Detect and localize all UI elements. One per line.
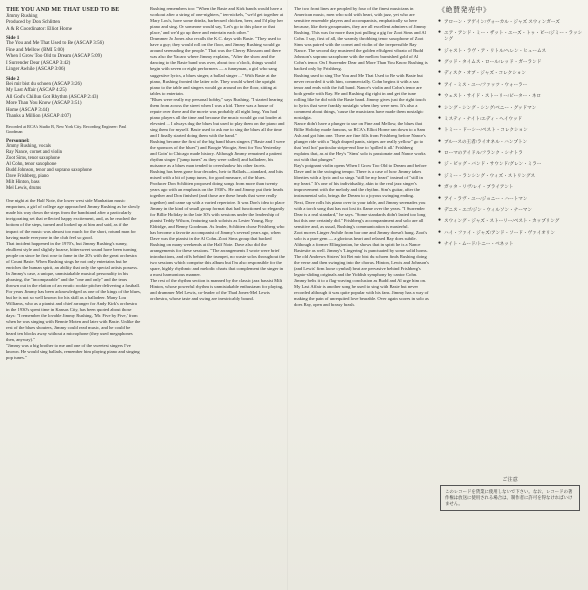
- personnel-member: Zoot Sims, tenor saxophone: [6, 156, 60, 162]
- recording-info: Recorded at RCA's Studio B, New York City. Recording Engineer: Paul Goodman: [6, 123, 127, 135]
- bullet-icon: ●: [438, 241, 442, 247]
- notes-paragraph: Ray's poignant violin opens When I Grow Too Old to Dream and before Dave and in the swinging tempo. There is a case of how Jimmy takes liberties with a lyric and so sings "still be my heart" instead of "still in my heart." It's one of his individuality, akin to the real jazz singer's improvement with the melody and the rhythm. Sim's guitar, after the instrumental solo, brings the Dream to a joyous swinging ending.: [294, 163, 427, 199]
- catalog-item: ● ジャスト・ラヴ・ア・リトル/ヘレン・ヒュームス: [438, 47, 547, 53]
- notes-paragraph: Producer Don Schlitten proposed doing songs from more than twenty years ago with an emphasis on the 1930's. He and Jimmy put their heads together and Don finished (and those are these heads that were really together) and came up with a varied repertoire. It was Don's idea to place Jimmy in the kind of small group format that had functioned so elegantly for Billie Holiday in the late 30's with sessions under the leadership of pianist Teddy Wilson, featuring such soloists as Lester Young, Roy Eldridge, and Benny Goodman. As leader, Schlitten chose Frishberg who has become a favorite accompanist of Jimmy's several years ago, when Dave was the pianist in the Al Cohn–Zoot Sims group that backed Rushing on many weekends at the Half Note. Dave also did the arrangements for these sessions. "The arrangements I wrote were brief introductions, and riffs behind the trumpet, no waste solos throughout the two sessions which comprise this album but I'm also responsible for the spare, highly rhythmic and melodic charts that complement the singer in a most harmonious manner.: [150, 181, 285, 278]
- liner-notes-col2: [150, 6, 285, 302]
- catalog-item: ● ジ・ビッグ・バンド・サウンド/グレン・ミラー: [438, 161, 542, 167]
- notes-paragraph: The old Andrews Sisters' hit Bei mir bist du schoen finds Rushing doing the verse and then swinging into the chorus. Hinton, Lewis and Johnson's (and Lewis' firm loose cymbal) beat are pervasive behind Frishberg's legato-sliding originals and the Yiddish symphony by cantor Cohn. Jimmy belts it to a flag-waving conclusion as Budd and Al urge him on.: [294, 253, 429, 284]
- bullet-icon: ●: [438, 115, 442, 121]
- track: Home (ASCAP 3:44): [6, 107, 49, 113]
- notes-paragraph: Rushing used to sing The You and Me That Used to Be with Basie but never recorded it with him, commercially. Cohn begins it with a sax tenor and ends with the full band. Nance's violin and Cohn's tenor are both gentle with Ray. He and Rushing dig right in and get the tune rolling like he did with the Basie band. Jimmy gives just the right touch to lyrics that were frankly nostalgic when they were new. It's also a comment about things, 'cause the musicians have made them nostalgic nostalgia.: [294, 72, 426, 120]
- side-1-label: Side 1: [6, 35, 20, 42]
- notes-paragraph: That incident happened in the 1970's, but Jimmy Rushing's sunny, ebullient style and slightly hoarse, bittersweet sound have been turning people on since he first rose to fame in the 20's with the great orchestra of Count Basie. When Rushing sings he not only entertains but he enriches the human spirit, an ability that only the special artists possess. In Jimmy's case, a unique, unmistakable musical personality in his phrasing, the "incomparable" and the "one and only" and the tears thrown out in the elation of an erratic rookie pitcher delivering a fastball.: [6, 240, 141, 288]
- page-fold: [287, 0, 288, 590]
- notice-box: [440, 476, 580, 511]
- track: Linger Awhile (ASCAP 3:06): [6, 67, 66, 73]
- bullet-icon: ●: [438, 161, 442, 167]
- bullet-icon: ●: [438, 19, 442, 24]
- catalog-item: ● ジミー・ランシング・ウィズ・ストリングス: [438, 172, 536, 178]
- track: My Last Affair (ASCAP 4:25): [6, 88, 67, 94]
- bullet-icon: ●: [438, 218, 442, 224]
- notes-paragraph: "Jimmy was a big brother to me and one of the sweetest singers I've known. He would sing ballads, remember him playing piano and singing pop tunes.": [6, 343, 140, 361]
- track: More Than You Know (ASCAP 3:51): [6, 101, 82, 107]
- track: Thanks a Million (ASCAP 4:07): [6, 114, 72, 120]
- catalog-list: [438, 19, 583, 247]
- notes-paragraph: Drummer Jo Jones also recalls the K.C. days with Basie. "They used to have a guy; they would roll on the floor, and Jimmy Rushing would go around serenading the people." That was the Cherry Blossom and there was also the Yacaro where Jimmy explains, "After the show and the dancing to the Basie band was over, about two o'clock, things would begin with seven or eight performers — a funnyman, a girl who sang suggestive lyrics, a blues singer, a ballad singer ..." With Basie at the piano, Rushing fronted the latter role. They would wheel the upright piano to the table and singers would go around on the floor, sitting at tables to entertain.: [150, 36, 281, 96]
- notes-paragraph: The two front lines are peopled by four of the finest musicians in American music, men who sold with heart, with jazz, yet who are sensitive ensemble players and accompanists, emphatically so here because, like their groupmates, they are all excellent admirers of Jimmy Rushing. This was far more than just pulling a gig for Zoot Sims and Al Cohn. I say, first of all, the warmly throbbing tenor saxophone of Zoot Sims was paired with the cornet and violin of the irrepressible Ray Nance. The second day mustered the golden effulgent vibrato of Budd Johnson's soprano saxophone with the mellow burnished gold of Al Cohn's tenor. On I Surrender Dear and More Than You Know Rushing is backed only by Frishberg.: [294, 6, 428, 72]
- personnel-member: Dave Frishberg, piano: [6, 174, 49, 180]
- catalog-item: ● ミスティ・ナイト/エディ・ヘイウッド: [438, 115, 523, 121]
- liner-notes-col3: [294, 6, 429, 308]
- notes-paragraph: Zoot moves Linger Awhile from bar one and Jimmy doesn't hang. Zoot's solo is a pure gem — a glorious heart and relaxed Ray does subtle. Although a former Ellingtonian, he shows that in spirit he is a Nance Basiesite as well. Jimmy's 'Lingering' is punctuated by some solid horns.: [294, 229, 428, 253]
- bullet-icon: ●: [438, 150, 442, 156]
- bullet-icon: ●: [438, 81, 442, 87]
- personnel-member: Jimmy Rushing, vocals: [6, 144, 51, 150]
- bullet-icon: ●: [438, 207, 442, 213]
- catalog-item: ● シング・シング・シング/ベニー・グッドマン: [438, 104, 537, 110]
- catalog-item: ● アイ・ラヴ・ユー/ジョニー・ハートマン: [438, 195, 528, 201]
- coordinator-credit: A & R Coordinator: Elliot Horne: [6, 26, 72, 32]
- catalog-item: ● アイ・ミス・ユー/ファッツ・ウォーラー: [438, 81, 528, 87]
- catalog-item: ● ウェスト・サイド・ストーリー/ピーター・ネロ: [438, 93, 542, 99]
- side-2-label: Side 2: [6, 75, 20, 82]
- column-2: [150, 6, 285, 302]
- personnel-member: Mel Lewis, drums: [6, 186, 42, 192]
- bullet-icon: ●: [438, 93, 442, 99]
- personnel-member: Al Cohn, tenor saxophone: [6, 162, 57, 168]
- notes-paragraph: "Blues were really my personal hobby," says Rushing. "I started hearing them from across the street when I was a kid. There was a house of repute over there and the movie was probably all night long. You had piano players all the time and because the music would go out louder at elevated ... I always dug the blues but used to play them on the piano and sing them for myself. Basie used to ask me to sing the blues all the time and I finally started doing them with the band.": [150, 96, 285, 138]
- album-title: THE YOU AND ME THAT USED TO BE: [6, 7, 120, 13]
- notes-paragraph: One night at the Half Note, the lower west side Manhattan music emporium, a girl of college age approached Jimmy Rushing as he slowly made his way down the steps from the bandstand after a particularly invigorating set that reflected happy excitement, and, as he reached the bottom of the steps, turned and looked up at him and said, as if the impact of the music was almost too much for the short, rotund man for having made everyone in the club feel so good.: [6, 198, 140, 240]
- bullet-icon: ●: [438, 229, 442, 235]
- bullet-icon: ●: [438, 138, 442, 144]
- notes-paragraph: Rushing became the first of the big band blues singers ("Basie and I were the sponsors of the blues") and Boogie Woogie, Sent for You Yesterday and Goin' to Chicago made history. Although Jimmy remained a patient rhythm singer ("jump tunes" as they were called) and balladeer, his nuisance as a blues man tended to overshadow his other facets.: [150, 139, 285, 169]
- catalog-item: ● ブルースの王者/ライオネル・ハンプトン: [438, 138, 528, 144]
- catalog-column: [438, 6, 583, 253]
- catalog-item: ● トミー・ドーシー/ベスト・コレクション: [438, 127, 528, 133]
- catalog-item: ● ユア・アンド・ミー・ザット・ユーズ・トゥ・ビー/ジミー・ラッシング: [438, 30, 583, 42]
- catalog-item: ● ローマのアイドル/フランク・シナトラ: [438, 150, 523, 156]
- track: All God's Chillun Got Rhythm (ASCAP 2:43): [6, 94, 99, 100]
- personnel-member: Ray Nance, cornet and violin: [6, 150, 63, 156]
- notes-paragraph: For years Jimmy has been acknowledged as one of the kings of the blues, but he is not so well known for his skill as a balladeer. Many Lou Williams, who as a pianist and chief arranger for Andy Kirk's orchestra in the 1930's spent time in Kansas City, has been quoted about those days: "I remember the lovable Jimmy Rushing, 'Mr. Five by Five,' from when he was singing with Bennie Moten and later with Basie. Unlike the rest of the blues shouters, Jimmy could read music, and he could be heard ten blocks away without a microphone (they used megaphones then, anyway).": [6, 288, 141, 343]
- catalog-item: ● ナイト・ムード/トニー・ベネット: [438, 241, 514, 247]
- catalog-item: ● アローン・アゲイン/ヴォーカル・ジャズ スウィンガーズ: [438, 19, 560, 24]
- catalog-item: ● デニス・エゴ/ジン・ウィルソン・ナーマン: [438, 207, 532, 213]
- catalog-item: ● スウィング・ジャズ・ストーリー/ベスト・カップリング: [438, 218, 560, 224]
- bullet-icon: ●: [438, 58, 442, 64]
- personnel-member: Milt Hinton, bass: [6, 180, 40, 186]
- notice-heading: ご注意: [502, 477, 518, 483]
- bullet-icon: ●: [438, 127, 442, 133]
- notes-paragraph: Next, Dave rolls his piano over to your table, and Jimmy serenades you with a torch song that has not lost its flame over the years. "I Surrender Dear is a real standard," he says. "Some standards didn't lasted too long but this one certainly did." Frishberg's accompaniment and solo are all sensitive and, as usual, Rushing's communication is masterful.: [294, 199, 426, 229]
- producer-credit: Produced by Don Schlitten: [6, 20, 61, 26]
- catalog-title: 《絶賛発売中》: [438, 6, 491, 14]
- notice-text: このレコードを貸業に使用しないで下さい。なお、レコードの著作権は放送に使用される場合は、制作者に許可を得なければいけません。: [440, 485, 580, 511]
- catalog-item: ● ディスク・オブ・ジャズ・コレクション: [438, 70, 526, 76]
- bullet-icon: ●: [438, 172, 442, 178]
- catalog-item: ● ガッタ・リヴ/レイ・ブライアント: [438, 184, 514, 190]
- personnel-list: [6, 144, 141, 192]
- track: The You and Me That Used to Be (ASCAP 3:56): [6, 41, 104, 47]
- bullet-icon: ●: [438, 195, 442, 201]
- notes-paragraph: Rushing remembers too: "When the Basie and Kirk bands would have a workout after a string of one-nighters," ten-nickels, "we'd get together at Mary Lou's, have some drinks, barbecued chicken, beer, and I'd play her piano and sing. Or someone would say, 'Let's go to this place or that place,' and we'd go up there and entertain each other.": [150, 6, 284, 36]
- side-1-tracklist: [6, 41, 141, 74]
- side-2-tracklist: [6, 82, 141, 121]
- notes-paragraph: The rest of the rhythm section is manned by the classic jazz bassist Milt Hinton, whose powerful rhythm is unmistakable enthusiasm for playing, and drummer Mel Lewis, co-leader of the Thad Jones-Mel Lewis orchestra, whose taste and swing are inextricably bound.: [150, 278, 284, 302]
- artist-name: Jimmy Rushing: [6, 14, 38, 19]
- personnel-heading: Personnel:: [6, 138, 30, 145]
- bullet-icon: ●: [438, 47, 442, 53]
- track: I Surrender Dear (ASCAP 3:42): [6, 60, 71, 66]
- notes-paragraph: Nance didn't have a plunger to use on Fine and Mellow, the blues that Billie Holiday made famous, so RCA's Elliot Horne ran down to a Sam Ash and got him one. There are fine fills from Frishberg before Nance's plunger ride with a "high draped pants, stripes are really yellow" go to that 'real hot' particular stripe-end line to 'spilled it all.' Frishberg explains that, as at the Hey's "Sims' solo is passionate and Nance works out with that plunger.": [294, 120, 426, 163]
- bullet-icon: ●: [438, 104, 442, 110]
- bullet-icon: ●: [438, 70, 442, 76]
- bullet-icon: ●: [438, 30, 442, 36]
- notes-paragraph: Rushing has been gone four decades, heir to Ballads—standard, and hits mixed with a bit of jump tunes, for good measure, of the blues.: [150, 169, 283, 181]
- column-1: [6, 6, 141, 362]
- catalog-item: ● ハイ・ファイ・ジャズ/アンド・ソード・ヴァイオリン: [438, 229, 555, 235]
- track: Fine and Mellow (BMI 5:00): [6, 47, 65, 53]
- notes-paragraph: My Last Affair is another song he used to sing with Basie but never recorded although it was quite popular with his fans. Jimmy has a way of making the pain of unrequited love bearable. Over again scores in solo as does Ray, open and brassy brash.: [294, 284, 429, 308]
- personnel-member: Budd Johnson, tenor and soprano saxophone: [6, 168, 92, 174]
- liner-notes-col1: [6, 198, 141, 361]
- column-3: [294, 6, 429, 308]
- bullet-icon: ●: [438, 184, 442, 190]
- track: When I Grow Too Old to Dream (ASCAP 5:09): [6, 54, 102, 60]
- catalog-item: ● グッド・タイムス・ロール/レッド・ガーランド: [438, 58, 542, 64]
- track: Bei mir bist du schoen (ASCAP 3:26): [6, 81, 82, 87]
